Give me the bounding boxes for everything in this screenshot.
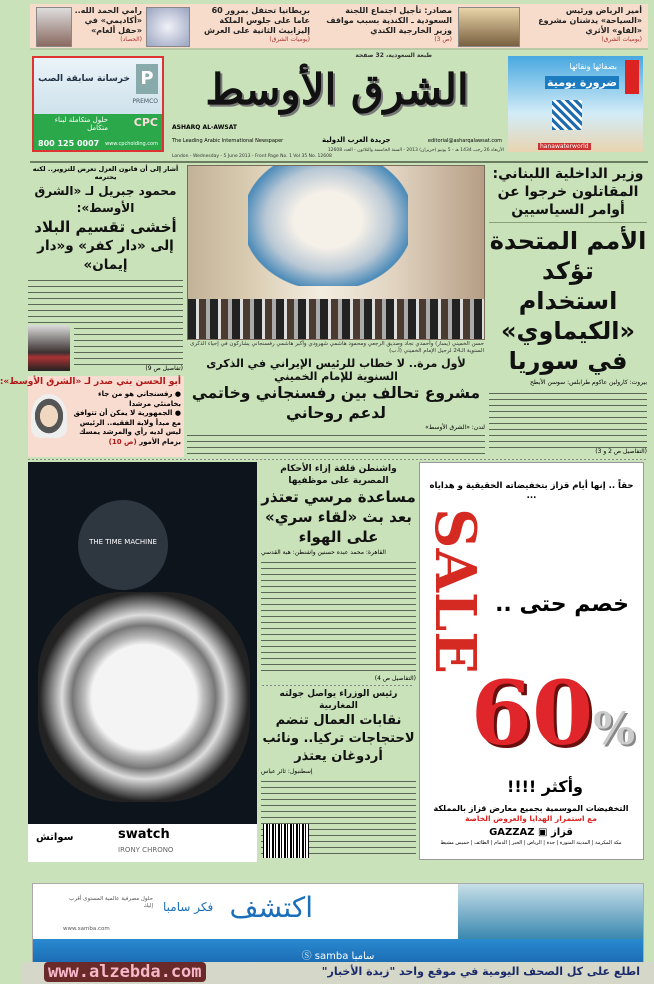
samba-logo-icon: Ⓢ [301,951,312,962]
watermark-url[interactable]: www.alzebda.com [44,962,206,982]
divers-photo [458,884,643,939]
barcode-icon [263,824,309,858]
samba-ad[interactable]: اكتشف فكر سامبا حلول مصرفية عالمية المستوى أقرب إليك www.samba.com سامبا Ⓢ samba [32,883,644,973]
divider [489,222,647,223]
swatch-ad[interactable]: THE TIME MACHINE swatch IRONY CHRONO سواتش [28,462,257,862]
divider [28,459,646,460]
watermark-bar: www.alzebda.com اطلع على كل الصحف اليومية في موقع واحد "زبدة الأخبار" [22,962,654,984]
teaser-photo [458,7,520,47]
article-body [489,390,647,448]
article-body [187,432,485,456]
jibril-story[interactable]: أشار إلى أن قانون العزل تعرض للتزوير.. لكنه يحترمه محمود جبريل لـ «الشرق الأوسط»: أخشى تقسيم البلاد إلى «دار كفر» و«دار إيمان» (تفاصيل ص 9) [28,165,183,373]
watch-image [38,592,250,802]
teaser-item[interactable]: أمير الرياض ورئيس «السياحة» يدشنان مشروع «الفاو» الأثري (يوميات الشرق) [538,6,642,43]
teaser-item[interactable]: بريطانيا تحتفل بمرور 60 عاما على جلوس الملكة إليزابيث الثانية على العرش (يوميات الشرق) [203,6,310,43]
teaser-item[interactable]: رامي الحمد الله.. «أكاديمي» في «حقل ألغام» (الحصاد) [74,6,142,43]
premco-ad[interactable]: P PREMCO خرسانة سابقة الصب CPC حلول متكاملة لبناء متكامل 800 125 0007 www.cpcholding.com [32,56,164,152]
bullet-item: ● رفسنجاني هو من جاء بخامنئي مرشدا [98,390,181,408]
premco-logo-icon: P [136,64,158,94]
teaser-photo [146,7,190,47]
newspaper-logo[interactable]: الشرق الأوسط [205,65,469,114]
article-body [261,559,416,675]
teaser-photo [36,7,72,47]
brand-logo-icon [625,60,639,94]
article-body [28,277,183,325]
morsi-story[interactable]: واشنطن قلقة إزاء الأحكام المصرية على موظفيها مساعدة مرسي تعتذر بعد بث «لقاء سري» على الهواء القاهرة: محمد عبده حسنين واشنطن: هبة القدسي (التفاصيل ص 4) [261,464,416,682]
water-ad[interactable]: بصفائها ونقائها ضرورة يومية hanawaterworld [508,56,643,152]
article-body [261,778,416,858]
banisadr-story[interactable]: أبو الحسن بني صدر لـ «الشرق الأوسط»: ● رفسنجاني هو من جاء بخامنئي مرشدا ● الجمهورية لا يمكن أن تتوافق مع مبدأ ولاية الفقيه.. الرئيس ليس لديه رأي والمرشد يمسك بزمام الأمور (ص 10) [28,376,184,457]
turkey-story[interactable]: رئيس الوزراء يواصل جولته المغاربية نقابات العمال تنضم لاحتجاجات تركيا.. ونائب أردوغان يعتذر إسطنبول: ثائر عباس [261,688,416,858]
divider [30,161,648,163]
teaser-strip [30,4,648,50]
photo-caption: حسن الخميني (يسار) وأحمدي نجاد وصديق الرجعي ومحمود هاشمي شهرودي وأكبر هاشمي رفسنجاني يشاركون في إحياء الذكرى السنوية الـ24 لرحيل الإمام الخميني (أ.ب) [190,341,484,354]
article-body [74,325,183,365]
bullet-item: ● الجمهورية لا يمكن أن تتوافق مع مبدأ ولاية الفقيه.. الرئيس ليس لديه رأي والمرشد يمسك بزمام الأمور (ص 10) [73,409,181,446]
un-story[interactable]: الأمم المتحدة تؤكد استخدام «الكيماوي» في سوريا بيروت: كارولين عاكوم طرابلس: سوسن الأبطح [489,227,647,386]
masthead: طبعة السعودية، 32 صفحة الشرق الأوسط ASHARQ AL-AWSAT The Leading Arabic International Newspaper جريدة العرب الدولية editorial@asharqalawsat.com [172,52,502,144]
gazzaz-sale-ad[interactable]: حقاً .. إنها أيام قزاز بتخفيضاته الحقيقية و هداياه ... SALE خصم حتى .. 60% وأكثر !!!! التخفيضات الموسمية بجميع معارض قزاز بالمملكة مع استمرار الهدايا والعروض الخاصة قزاز ▣ GAZZAZ مكة المكرمة | المدينة المنورة | جدة | الرياض | الخبر | الدمام | الطائف | خميس مشيط [419,462,644,860]
lebanon-story[interactable]: وزير الداخلية اللبناني: المقاتلون خرجوا عن أوامر السياسيين [492,166,644,218]
divider [262,685,414,686]
teaser-item[interactable]: مصادر: تأجيل اجتماع اللجنة السعودية ـ الكندية بسبب مواقف وزير الخارجية الكندي (ص 3) [326,6,452,43]
right-column: وزير الداخلية اللبناني: المقاتلون خرجوا عن أوامر السياسيين الأمم المتحدة تؤكد استخدام «الكيماوي» في سوريا بيروت: كارولين عاكوم طرابلس: سوسن الأبطح (التفاصيل ص 2 و 3) [489,166,647,455]
jibril-photo [28,325,70,371]
portrait-banner [248,166,408,286]
qr-code-icon [552,100,582,130]
main-photo[interactable] [187,165,485,340]
banisadr-photo [31,394,67,438]
iran-story[interactable]: لأول مرة.. لا خطاب للرئيس الإيراني في الذكرى السنوية للإمام الخميني مشروع تحالف بين رفسنجاني وخاتمي لدعم روحاني لندن: «الشرق الأوسط» [187,357,485,456]
dateline: الأربعاء 26 رجب 1434 هـ - 5 يونيو (حزيران) 2013 - السنة الخامسة والثلاثون - العدد 12608 London - Wednesday - 5 June 2013 - Front Page No. 1 Vol 35 No. 12608 [172,148,504,159]
officials-row [188,299,484,339]
